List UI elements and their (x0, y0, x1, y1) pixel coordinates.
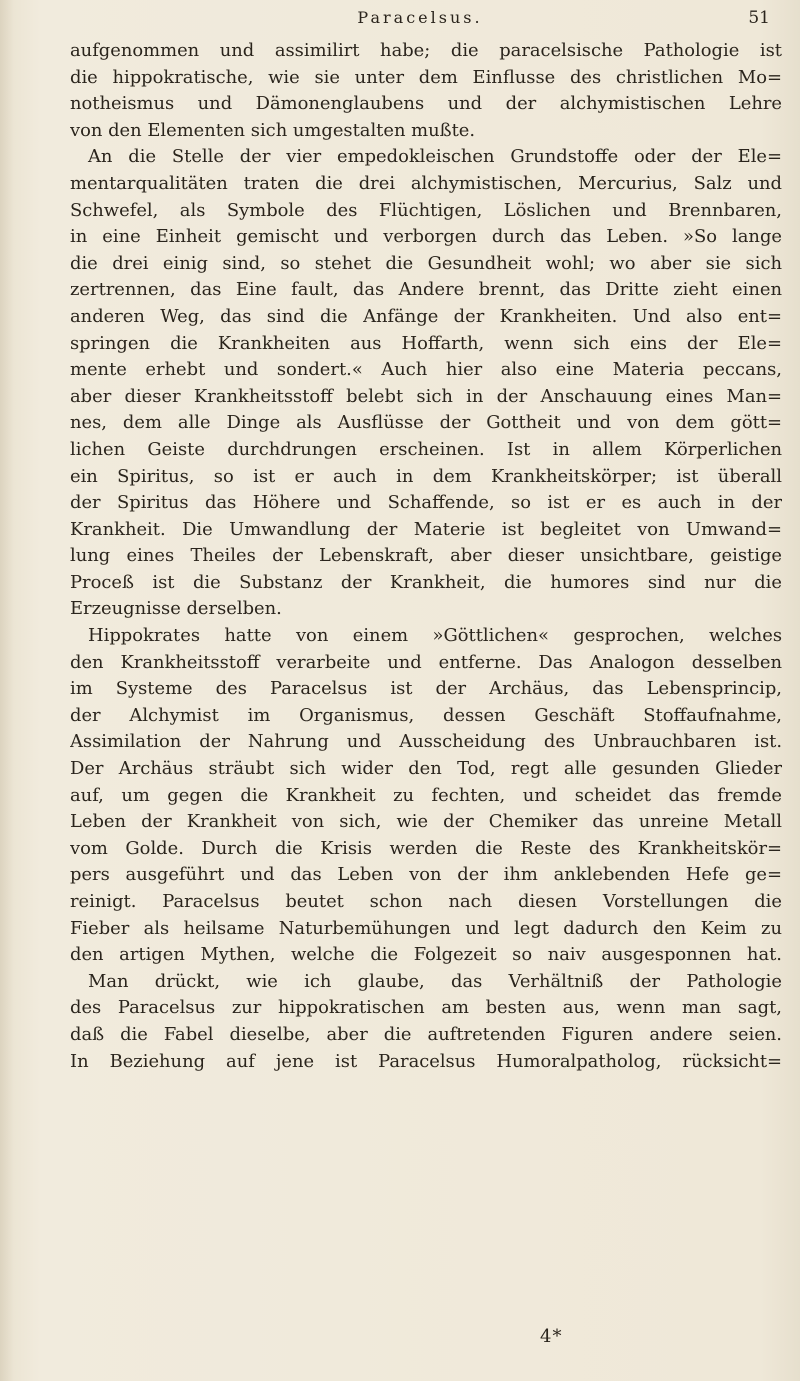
text-line: aufgenommen und assimilirt habe; die paracelsische Pathologie ist (70, 40, 782, 61)
text-line: aber dieser Krankheitsstoff belebt sich in der Anschauung eines Man= (70, 385, 782, 407)
text-line: der Spiritus das Höhere und Schaffende, so ist er es auch in der (70, 492, 782, 514)
text-line: Erzeugnisse derselben. (70, 598, 282, 620)
text-line: Fieber als heilsame Naturbemühungen und legt dadurch den Keim zu (70, 917, 782, 939)
text-line: Proceß ist die Substanz der Krankheit, die humores sind nur die (70, 571, 782, 593)
page-number: 51 (748, 8, 770, 28)
text-line: der Alchymist im Organismus, dessen Geschäft Stoffaufnahme, (70, 704, 782, 726)
text-line: in eine Einheit gemischt und verborgen durch das Leben. »So lange (70, 226, 782, 248)
text-line: In Beziehung auf jene ist Paracelsus Humoralpatholog, rücksicht= (70, 1050, 782, 1072)
text-line: mentarqualitäten traten die drei alchymistischen, Mercurius, Salz und (70, 172, 782, 194)
text-line: Hippokrates hatte von einem »Göttlichen« gesprochen, welches (88, 625, 782, 647)
text-line: nes, dem alle Dinge als Ausflüsse der Gottheit und von dem gött= (70, 412, 782, 434)
text-line: lung eines Theiles der Lebenskraft, aber dieser unsichtbare, geistige (70, 545, 782, 567)
text-line: mente erhebt und sondert.« Auch hier also eine Materia peccans, (70, 359, 782, 381)
text-line: springen die Krankheiten aus Hoffarth, wenn sich eins der Ele= (70, 332, 782, 354)
text-line: die hippokratische, wie sie unter dem Einflusse des christlichen Mo= (70, 66, 782, 88)
text-line: Krankheit. Die Umwandlung der Materie ist begleitet von Umwand= (70, 518, 782, 540)
text-line: Assimilation der Nahrung und Ausscheidung des Unbrauchbaren ist. (70, 731, 782, 753)
body-text (70, 38, 782, 1075)
text-line: An die Stelle der vier empedokleischen Grundstoffe oder der Ele= (88, 146, 782, 168)
text-line: Man drückt, wie ich glaube, das Verhältniß der Pathologie (88, 970, 782, 992)
text-line: den Krankheitsstoff verarbeite und entferne. Das Analogon desselben (70, 651, 782, 673)
text-line: von den Elementen sich umgestalten mußte. (70, 119, 476, 141)
text-line: ein Spiritus, so ist er auch in dem Krankheitskörper; ist überall (70, 465, 782, 487)
text-line: Schwefel, als Symbole des Flüchtigen, Löslichen und Brennbaren, (70, 199, 782, 221)
signature-mark: 4* (540, 1326, 563, 1347)
text-line: reinigt. Paracelsus beutet schon nach diesen Vorstellungen die (70, 891, 782, 912)
page-header (70, 6, 770, 34)
text-line: Der Archäus sträubt sich wider den Tod, regt alle gesunden Glieder (70, 758, 782, 780)
text-line: die drei einig sind, so stehet die Gesundheit wohl; wo aber sie sich (70, 252, 782, 274)
text-line: im Systeme des Paracelsus ist der Archäus, das Lebensprincip, (70, 678, 782, 700)
text-line: daß die Fabel dieselbe, aber die auftretenden Figuren andere seien. (70, 1023, 782, 1045)
text-line: vom Golde. Durch die Krisis werden die Reste des Krankheitskör= (70, 837, 782, 859)
text-line: den artigen Mythen, welche die Folgezeit so naiv ausgesponnen hat. (70, 944, 782, 966)
text-line: zertrennen, das Eine fault, das Andere brennt, das Dritte zieht einen (70, 279, 782, 301)
text-line: anderen Weg, das sind die Anfänge der Krankheiten. Und also ent= (70, 305, 782, 327)
text-line: notheismus und Dämonenglaubens und der alchymistischen Lehre (70, 93, 782, 115)
running-title: Paracelsus. (357, 8, 483, 27)
text-line: auf, um gegen die Krankheit zu fechten, und scheidet das fremde (70, 784, 782, 806)
text-line: Leben der Krankheit von sich, wie der Chemiker das unreine Metall (70, 811, 782, 833)
text-line: pers ausgeführt und das Leben von der ihm anklebenden Hefe ge= (70, 864, 782, 886)
text-line: des Paracelsus zur hippokratischen am besten aus, wenn man sagt, (70, 997, 782, 1019)
text-line: lichen Geiste durchdrungen erscheinen. Ist in allem Körperlichen (70, 438, 782, 460)
